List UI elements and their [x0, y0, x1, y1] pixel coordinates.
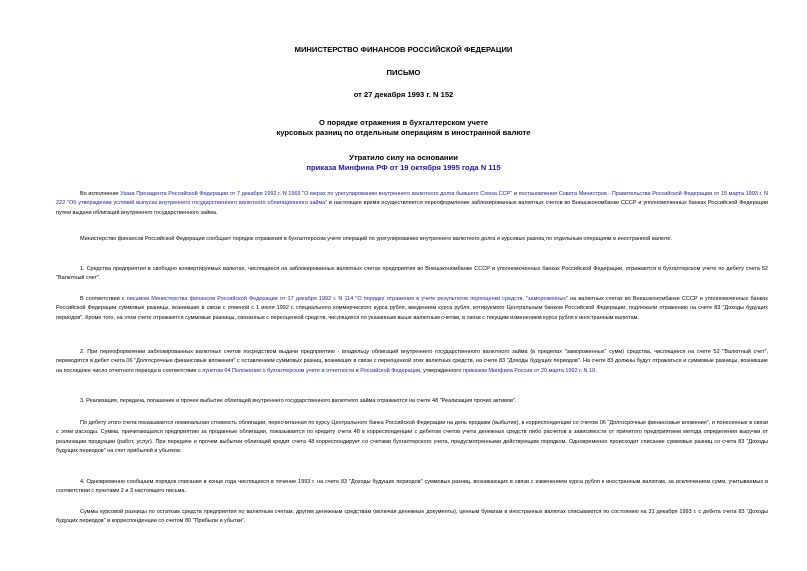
- document-type: ПИСЬМО: [386, 68, 421, 77]
- document-title-line1: О порядке отражения в бухгалтерском учете: [318, 118, 489, 127]
- paragraph-letter-reference: [56, 295, 768, 323]
- paragraph-ministry-notice: Министерство финансов Российской Федерации сообщает порядок отражения в бухгалтерском учете операций по урегулированию внутреннего валютного долга и курсовых разниц по отдельным операциям в иностранной валюте.: [80, 236, 673, 242]
- paragraph-item-1: 1. Средства предприятия в свободно конвертируемых валютах, числящиеся на заблокированных валютных счетах предприятия во Внешэкономбанке СССР и уполномоченных банках Российской Федерации, отражаются в бухгалтерском учете по дебету счета 52 "Валютный счет".: [56, 266, 768, 282]
- paragraph-text: .: [595, 367, 597, 374]
- ministry-letter-link[interactable]: письмом Министерства финансов Российской Федерации от 17 декабря 1992 г. N 114 "О порядке отражения в учете результатов переоценки средств, "замороженных": [126, 296, 568, 302]
- paragraph-item-3: 3. Реализация, передача, погашение и прочее выбытие облигаций внутреннего государственного валютного займа отражаются на счете 48 "Реализация прочих активов".: [80, 398, 517, 404]
- paragraph-item-2: [56, 348, 768, 376]
- paragraph-text: в настоящее время осуществляется переоформление заблокированных валютных счетов во Внешэкономбанке СССР и уполномоченных банках Российской Федерации путем выдачи облигаций внутреннего государственного займа.: [56, 200, 768, 216]
- paragraph-text: на валютных счетах во Внешэкономбанке СССР и уполномоченных банках Российской Федерации суммовые разницы, возникшие в связи с отменой с 1 июля 1992 г. специального коммерческого курса рубля, введением курса рубля, котируемого Центральным банком Российской Федерации, подлежали отражению на счете 83 "Доходы будущих периодов". Кроме того, на этом счете отражаются суммовые разницы, связанные с переоценкой средств, числящихся по указанным выше валютным счетам, в связи с текущим изменением курса рубля к иностранным валютам.: [56, 296, 768, 321]
- document-date-number: от 27 декабря 1993 г. N 152: [353, 90, 454, 99]
- regulation-point-64-link[interactable]: пунктом 64 Положения о бухгалтерском учете и отчетности в Российской Федерации: [202, 367, 421, 374]
- paragraph-text: и: [512, 191, 519, 197]
- order-link[interactable]: приказом Минфина России от 20 марта 1992 г. N 10: [462, 367, 596, 374]
- lost-force-link[interactable]: приказа Минфина РФ от 19 октября 1995 года N 115: [306, 163, 501, 172]
- ministry-heading: МИНИСТЕРСТВО ФИНАНСОВ РОССИЙСКОЙ ФЕДЕРАЦИИ: [294, 45, 513, 54]
- paragraph-text: 2. При переоформлении заблокированных валютных счетов посредством выдачи предприятию - владельцу облигаций внутреннего государственного валютного займа (в пределах "замороженных" сумм) средства, числящиеся на счете 52 "Валютный счет", переводятся в дебет счета 06 "Долгосрочные финансовые вложения" с оставлением суммовых разниц, возникших в связи с переоценкой этих валютных средств, на счете 83 "Доходы будущих периодов". На счете 83 должны будут отражаться и суммовые разницы, возникшие на последнее число отчетного периода в соответствии с: [56, 349, 768, 374]
- paragraph-account-48: По дебету этого счета показывается номинальная стоимость облигации, пересчитанная по курсу Центрального банка Российской Федерации на день продажи (выбытия), в корреспонденции со счетом 06 "Долгосрочные финансовые вложения", и понесенные в связи с этим расходы. Сумма, причитающаяся предприятию за проданные облигации, показывается по кредиту счета 48 в корреспонденции с дебетом счетов учета денежных средств либо расчетов в зависимости от принятого предприятием метода определения выручки от реализации продукции (работ, услуг). При передаче и прочем выбытии облигаций кредит счета 48 корреспондирует со счетами бухгалтерского учета, предусмотренными действующим порядком. Одновременно происходит списание суммовых разниц со счета 83 "Доходы будущих периодов" на счет прибылей и убытков.: [56, 420, 768, 454]
- decree-link[interactable]: Указа Президента Российской Федерации от 7 декабря 1992 г. N 1565 "О мерах по урегулированию внутреннего валютного долга бывшего Союза ССР": [120, 191, 513, 197]
- lost-force-note: Утратило силу на основании: [349, 153, 458, 162]
- document-title-line2: курсовых разниц по отдельным операциям в иностранной валюте: [276, 128, 531, 137]
- paragraph-text: , утвержденного: [420, 367, 463, 374]
- resolution-link[interactable]: постановления Совета Министров - Правительства Российской Федерации от 15 марта 1993 г. N 222 "Об утверждении условий выпуска внутреннего государственного валютного облигационного займа": [56, 191, 768, 207]
- paragraph-exchange-difference: Суммы курсовой разницы по остаткам средств предприятия по валютным счетам, другим денежным средствам (включая денежные документы), ценным бумагам в иностранных валютах списываются по состоянию на 31 декабря 1993 г. с дебета счета 83 "Доходы будущих периодов" в корреспонденции со счетом 80 "Прибыли и убытки".: [56, 509, 768, 525]
- paragraph-text: Во исполнение: [80, 191, 121, 197]
- paragraph-intro: [56, 190, 768, 218]
- paragraph-text: В соответствии с: [80, 296, 127, 302]
- paragraph-item-4: 4. Одновременно сообщаем порядок списания в конце года числящихся в течение 1993 г. на счете 83 "Доходы будущих периодов" суммовых разниц, возникающих в связи с изменением курса рубля к иностранным валютам, за исключением сумм, учитываемых в соответствии с пунктами 2 и 3 настоящего письма.: [56, 479, 768, 495]
